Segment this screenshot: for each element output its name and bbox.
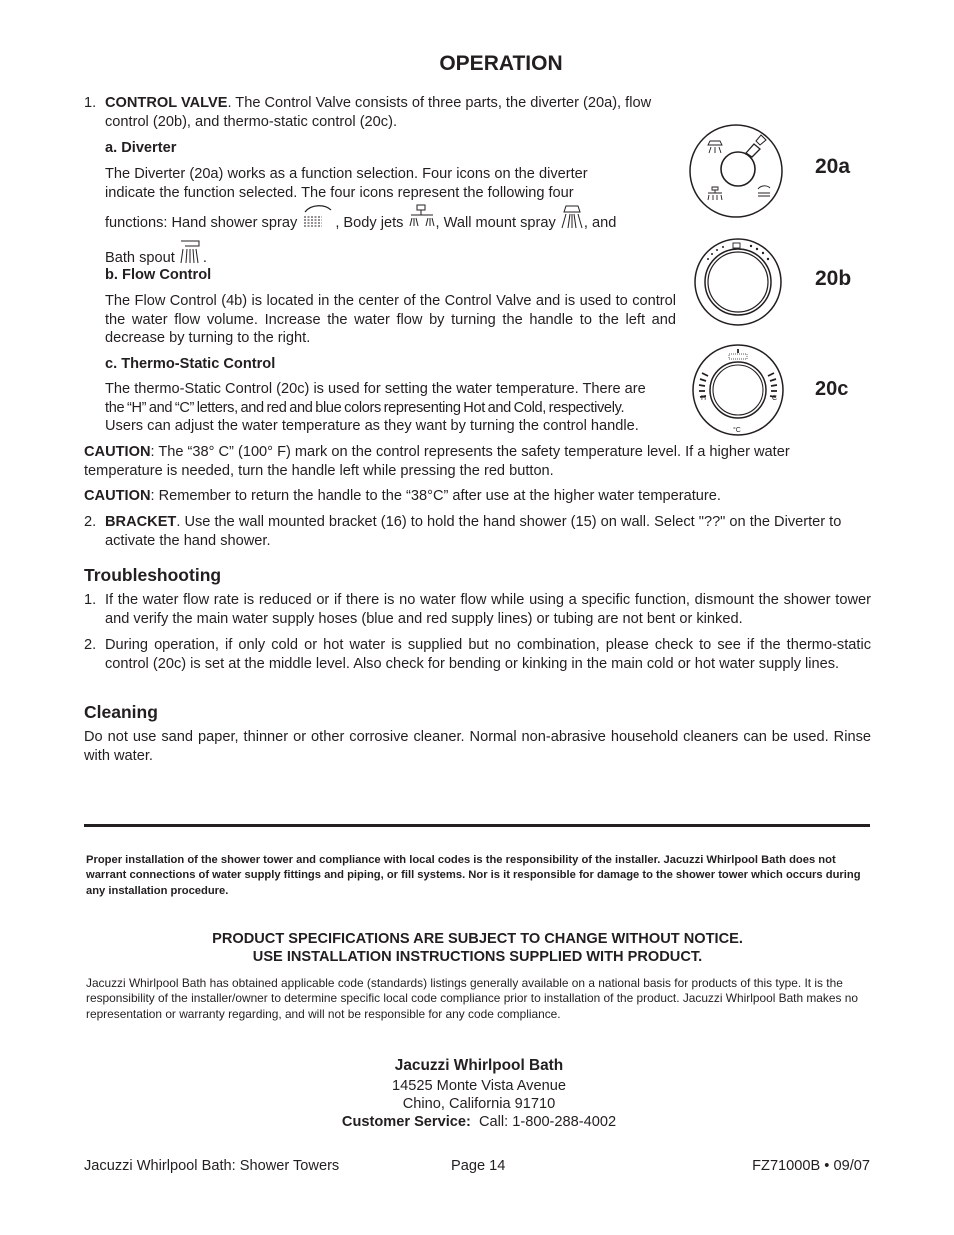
customer-service-phone: Call: 1-800-288-4002 xyxy=(470,1114,617,1130)
caution-label: CAUTION xyxy=(84,444,151,460)
page-title: OPERATION xyxy=(439,52,563,75)
functions-text: functions: Hand shower spray xyxy=(105,215,298,231)
code-compliance-text: Jacuzzi Whirlpool Bath has obtained applicable code (standards) listings generally available on a national basis for products of this type. It is the responsibility of the installer/owner to determine specific local code compliance prior to installation of the product. Jacuzzi Whirlpool Bath makes no representation or warranty regarding, and will not be responsible for any code compliance. xyxy=(86,976,858,1021)
list-number: 2. xyxy=(84,637,97,653)
hot-label: H xyxy=(701,395,707,402)
diverter-functions xyxy=(105,204,675,274)
hand-shower-icon xyxy=(301,204,335,239)
footer-document-code: FZ71000B • 09/07 xyxy=(752,1158,870,1174)
body-jets-icon xyxy=(408,204,436,239)
section-divider xyxy=(84,824,870,827)
flow-control-figure xyxy=(693,237,783,327)
control-valve-text: . The Control Valve consists of three parts, the diverter (20a), flow control (20b), and thermo-static control (20c). xyxy=(105,95,652,130)
bracket-heading: BRACKET xyxy=(105,514,177,530)
cleaning-text: Do not use sand paper, thinner or other corrosive cleaner. Normal non-abrasive household cleaners can be used. Rinse with water. xyxy=(84,729,871,764)
diverter-heading: a. Diverter xyxy=(105,140,177,156)
flow-control-heading: b. Flow Control xyxy=(105,267,212,283)
thermostatic-figure xyxy=(688,343,788,438)
list-number: 2. xyxy=(84,514,97,530)
control-valve-paragraph xyxy=(105,94,670,131)
installer-disclaimer: Proper installation of the shower tower and compliance with local codes is the responsibility of the installer. Jacuzzi Whirlpool Bath does not warrant connections of water supply fittings and piping, or fill systems. Nor is it responsible for damage to the shower tower which occurs during any installation procedure. xyxy=(86,854,861,897)
wall-mount-spray-icon xyxy=(560,204,584,239)
caution-text: : The “38° C” (100° F) mark on the control represents the safety temperature level. If a higher water temperature is needed, turn the handle left while pressing the red button. xyxy=(84,444,790,479)
functions-text-2: , Body jets xyxy=(335,215,404,231)
functions-text-3: , Wall mount spray xyxy=(435,215,556,231)
company-address-2: Chino, California 91710 xyxy=(402,1096,556,1112)
bracket-text: . Use the wall mounted bracket (16) to hold the hand shower (15) on wall. Select "??" on the Diverter to activate the hand shower. xyxy=(105,514,842,549)
company-name: Jacuzzi Whirlpool Bath xyxy=(394,1057,564,1074)
thermo-line-3: Users can adjust the water temperature as they want by turning the control handle. xyxy=(105,418,639,435)
caution-2 xyxy=(84,487,870,506)
thermo-heading: c. Thermo-Static Control xyxy=(105,356,276,372)
caution-text: : Remember to return the handle to the “38°C” after use at the higher water temperature. xyxy=(150,488,721,504)
figure-label-20a: 20a xyxy=(815,155,851,178)
troubleshooting-heading: Troubleshooting xyxy=(84,565,222,585)
footer-title: Jacuzzi Whirlpool Bath: Shower Towers xyxy=(84,1158,340,1174)
figure-label-20c: 20c xyxy=(815,378,849,400)
functions-text-6: . xyxy=(202,250,207,266)
celsius-label: °C xyxy=(733,427,741,434)
footer-page-number: Page 14 xyxy=(451,1158,506,1174)
troubleshooting-item-2: During operation, if only cold or hot water is supplied but no combination, please check to see if the thermo-static control (20c) is set at the middle level. Also check for bending or kinking in the main cold or hot water supply lines. xyxy=(105,637,871,672)
caution-label: CAUTION xyxy=(84,488,151,504)
notice-line-1: PRODUCT SPECIFICATIONS ARE SUBJECT TO CHANGE WITHOUT NOTICE. xyxy=(212,931,743,947)
list-number: 1. xyxy=(84,95,97,111)
cleaning-heading: Cleaning xyxy=(84,702,158,722)
figure-label-20b: 20b xyxy=(815,267,852,290)
control-valve-heading: CONTROL VALVE xyxy=(105,95,228,111)
diverter-figure xyxy=(688,123,784,219)
bracket-paragraph xyxy=(105,513,875,550)
customer-service-label: Customer Service: xyxy=(341,1114,471,1130)
diverter-text: The Diverter (20a) works as a function selection. Four icons on the diverter indicate the function selected. The four icons represent the following four xyxy=(105,166,588,201)
cold-label: C xyxy=(772,395,778,402)
flow-control-text: The Flow Control (4b) is located in the center of the Control Valve and is used to control the water flow volume. Increase the water flow by turning the handle to the left and decrease by turning to the right. xyxy=(105,293,676,347)
customer-service xyxy=(84,1113,874,1132)
functions-text-4: , and xyxy=(583,215,617,231)
list-number: 1. xyxy=(84,592,97,608)
thermo-line-2: the “H” and “C” letters, and red and blue colors representing Hot and Cold, respectively. xyxy=(105,399,625,416)
company-address-1: 14525 Monte Vista Avenue xyxy=(392,1078,566,1094)
caution-1 xyxy=(84,443,814,480)
notice-line-2: USE INSTALLATION INSTRUCTIONS SUPPLIED WITH PRODUCT. xyxy=(252,949,703,965)
troubleshooting-item-1: If the water flow rate is reduced or if there is no water flow while using a specific function, dismount the shower tower and verify the main water supply hoses (blue and red supply lines) or tubing are not bent or kinked. xyxy=(105,592,871,627)
functions-text-5: Bath spout xyxy=(105,250,175,266)
thermo-text xyxy=(105,380,685,436)
thermo-line-1: The thermo-Static Control (20c) is used for setting the water temperature. There are xyxy=(105,381,646,397)
